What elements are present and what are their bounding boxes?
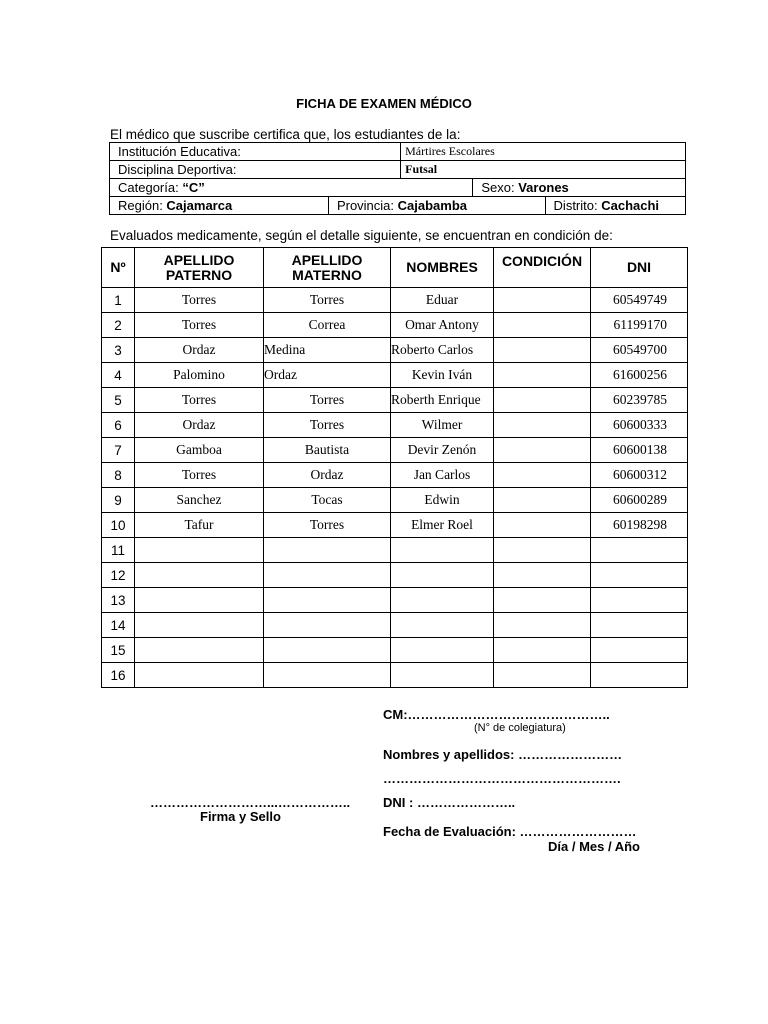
condicion-cell bbox=[494, 363, 591, 388]
fecha-evaluacion-field: Fecha de Evaluación: ……………………… bbox=[383, 824, 637, 839]
row-number-cell: 10 bbox=[102, 513, 135, 538]
institucion-value: Mártires Escolares bbox=[401, 143, 686, 161]
table-row bbox=[102, 463, 688, 488]
table-row bbox=[102, 338, 688, 363]
categoria-label: Categoría: bbox=[118, 180, 183, 195]
provincia-label: Provincia: bbox=[336, 198, 398, 213]
apellido-materno-cell: Ordaz bbox=[264, 463, 391, 488]
cm-note: (N° de colegiatura) bbox=[474, 722, 566, 734]
row-number-cell: 6 bbox=[102, 413, 135, 438]
dni-field: DNI : ………………….. bbox=[383, 795, 516, 810]
info-row-disciplina bbox=[110, 161, 686, 179]
row-number-cell: 15 bbox=[102, 638, 135, 663]
disciplina-label: Disciplina Deportiva: bbox=[110, 161, 401, 179]
condicion-cell bbox=[494, 438, 591, 463]
dni-cell bbox=[591, 563, 688, 588]
apellido-materno-cell: Correa bbox=[264, 313, 391, 338]
table-row bbox=[102, 613, 688, 638]
distrito-value: Cachachi bbox=[601, 198, 660, 213]
region-cell bbox=[110, 197, 329, 215]
dni-cell: 61600256 bbox=[591, 363, 688, 388]
apellido-materno-cell: Torres bbox=[264, 288, 391, 313]
provincia-value: Cajabamba bbox=[397, 198, 468, 213]
row-number-cell: 9 bbox=[102, 488, 135, 513]
table-row bbox=[102, 563, 688, 588]
row-number-cell: 16 bbox=[102, 663, 135, 688]
dni-cell bbox=[591, 588, 688, 613]
dni-cell: 60600289 bbox=[591, 488, 688, 513]
dni-cell: 60198298 bbox=[591, 513, 688, 538]
table-row bbox=[102, 413, 688, 438]
header-materno-line2: MATERNO bbox=[292, 266, 362, 283]
apellido-paterno-cell bbox=[135, 588, 264, 613]
fecha-format: Día / Mes / Año bbox=[548, 839, 640, 854]
row-number-cell: 11 bbox=[102, 538, 135, 563]
distrito-cell bbox=[545, 197, 685, 215]
institucion-label: Institución Educativa: bbox=[110, 143, 401, 161]
firma-line: ………………………...…………….. bbox=[150, 795, 351, 810]
dni-cell: 60600138 bbox=[591, 438, 688, 463]
nombres-cell: Eduar bbox=[391, 288, 494, 313]
condicion-cell bbox=[494, 338, 591, 363]
row-number-cell: 7 bbox=[102, 438, 135, 463]
region-label: Región: bbox=[118, 198, 167, 213]
sexo-value: Varones bbox=[518, 180, 569, 195]
nombres-cell bbox=[391, 663, 494, 688]
nombres-continuation-line: ………………………………………………. bbox=[383, 771, 621, 786]
apellido-paterno-cell: Tafur bbox=[135, 513, 264, 538]
apellido-materno-cell bbox=[264, 538, 391, 563]
row-number-cell: 8 bbox=[102, 463, 135, 488]
nombres-cell bbox=[391, 638, 494, 663]
header-materno-line1: APELLIDO bbox=[291, 251, 363, 268]
evaluation-intro-text: Evaluados medicamente, según el detalle siguiente, se encuentran en condición de: bbox=[110, 228, 613, 243]
nombres-cell bbox=[391, 563, 494, 588]
row-number-cell: 13 bbox=[102, 588, 135, 613]
dni-cell bbox=[591, 613, 688, 638]
apellido-paterno-cell: Torres bbox=[135, 288, 264, 313]
apellido-materno-cell: Tocas bbox=[264, 488, 391, 513]
dni-cell: 60600312 bbox=[591, 463, 688, 488]
condicion-cell bbox=[494, 413, 591, 438]
sexo-label: Sexo: bbox=[481, 180, 519, 195]
firma-label: Firma y Sello bbox=[200, 809, 281, 824]
apellido-materno-cell bbox=[264, 638, 391, 663]
nombres-cell: Elmer Roel bbox=[391, 513, 494, 538]
apellido-paterno-cell bbox=[135, 663, 264, 688]
document-title: FICHA DE EXAMEN MÉDICO bbox=[296, 96, 472, 111]
apellido-paterno-cell: Ordaz bbox=[135, 413, 264, 438]
table-row bbox=[102, 388, 688, 413]
row-number-cell: 1 bbox=[102, 288, 135, 313]
row-number-cell: 12 bbox=[102, 563, 135, 588]
apellido-paterno-cell: Palomino bbox=[135, 363, 264, 388]
apellido-materno-cell: Torres bbox=[264, 388, 391, 413]
dni-cell bbox=[591, 538, 688, 563]
condicion-cell bbox=[494, 388, 591, 413]
row-number-cell: 2 bbox=[102, 313, 135, 338]
apellido-materno-cell: Bautista bbox=[264, 438, 391, 463]
row-number-cell: 3 bbox=[102, 338, 135, 363]
cm-field: CM:……………………………………….. bbox=[383, 707, 610, 722]
apellido-paterno-cell: Sanchez bbox=[135, 488, 264, 513]
table-row bbox=[102, 438, 688, 463]
row-number-cell: 4 bbox=[102, 363, 135, 388]
distrito-label: Distrito: bbox=[553, 198, 602, 213]
table-row bbox=[102, 588, 688, 613]
apellido-materno-cell: Medina bbox=[264, 338, 391, 363]
dni-cell bbox=[591, 638, 688, 663]
apellido-paterno-cell bbox=[135, 563, 264, 588]
nombres-cell: Devir Zenón bbox=[391, 438, 494, 463]
intro-text: El médico que suscribe certifica que, los estudiantes de la: bbox=[110, 127, 461, 142]
condicion-cell bbox=[494, 663, 591, 688]
students-body bbox=[102, 288, 688, 688]
nombres-cell bbox=[391, 538, 494, 563]
info-row-institucion bbox=[110, 143, 686, 161]
table-row bbox=[102, 538, 688, 563]
apellido-paterno-cell: Ordaz bbox=[135, 338, 264, 363]
apellido-materno-cell: Torres bbox=[264, 413, 391, 438]
table-row bbox=[102, 663, 688, 688]
condicion-cell bbox=[494, 288, 591, 313]
apellido-materno-cell: Torres bbox=[264, 513, 391, 538]
students-header-row bbox=[102, 248, 688, 288]
nombres-cell: Edwin bbox=[391, 488, 494, 513]
sexo-cell bbox=[473, 179, 686, 197]
students-table bbox=[101, 247, 688, 688]
disciplina-value: Futsal bbox=[401, 161, 686, 179]
condicion-cell bbox=[494, 488, 591, 513]
dni-cell: 60239785 bbox=[591, 388, 688, 413]
nombres-cell: Jan Carlos bbox=[391, 463, 494, 488]
header-condicion: CONDICIÓN bbox=[494, 248, 591, 288]
condicion-cell bbox=[494, 513, 591, 538]
nombres-cell bbox=[391, 613, 494, 638]
header-paterno-line1: APELLIDO bbox=[163, 251, 235, 268]
nombres-cell bbox=[391, 588, 494, 613]
apellido-paterno-cell bbox=[135, 613, 264, 638]
table-row bbox=[102, 288, 688, 313]
condicion-cell bbox=[494, 638, 591, 663]
nombres-cell: Roberto Carlos bbox=[391, 338, 494, 363]
table-row bbox=[102, 313, 688, 338]
apellido-paterno-cell bbox=[135, 538, 264, 563]
dni-cell: 60549700 bbox=[591, 338, 688, 363]
apellido-paterno-cell bbox=[135, 638, 264, 663]
apellido-materno-cell bbox=[264, 663, 391, 688]
header-nombres: NOMBRES bbox=[391, 248, 494, 288]
condicion-cell bbox=[494, 613, 591, 638]
table-row bbox=[102, 363, 688, 388]
apellido-materno-cell: Ordaz bbox=[264, 363, 391, 388]
apellido-paterno-cell: Torres bbox=[135, 388, 264, 413]
provincia-cell bbox=[328, 197, 545, 215]
nombres-cell: Kevin Iván bbox=[391, 363, 494, 388]
region-value: Cajamarca bbox=[166, 198, 233, 213]
info-row-region bbox=[110, 197, 686, 215]
nombres-cell: Wilmer bbox=[391, 413, 494, 438]
nombres-cell: Roberth Enrique bbox=[391, 388, 494, 413]
header-paterno-line2: PATERNO bbox=[165, 266, 233, 283]
nombres-apellidos-field: Nombres y apellidos: …………………… bbox=[383, 747, 623, 762]
header-apellido-paterno bbox=[135, 248, 264, 288]
apellido-materno-cell bbox=[264, 588, 391, 613]
dni-cell: 60549749 bbox=[591, 288, 688, 313]
dni-cell: 60600333 bbox=[591, 413, 688, 438]
school-info-table bbox=[109, 142, 686, 215]
categoria-value: “C” bbox=[182, 180, 205, 195]
nombres-cell: Omar Antony bbox=[391, 313, 494, 338]
apellido-paterno-cell: Gamboa bbox=[135, 438, 264, 463]
header-num: Nº bbox=[102, 248, 135, 288]
header-apellido-materno bbox=[264, 248, 391, 288]
header-dni: DNI bbox=[591, 248, 688, 288]
apellido-paterno-cell: Torres bbox=[135, 313, 264, 338]
apellido-materno-cell bbox=[264, 613, 391, 638]
row-number-cell: 14 bbox=[102, 613, 135, 638]
categoria-cell bbox=[110, 179, 473, 197]
table-row bbox=[102, 488, 688, 513]
condicion-cell bbox=[494, 463, 591, 488]
table-row bbox=[102, 638, 688, 663]
apellido-paterno-cell: Torres bbox=[135, 463, 264, 488]
table-row bbox=[102, 513, 688, 538]
condicion-cell bbox=[494, 538, 591, 563]
info-row-categoria bbox=[110, 179, 686, 197]
row-number-cell: 5 bbox=[102, 388, 135, 413]
dni-cell bbox=[591, 663, 688, 688]
condicion-cell bbox=[494, 313, 591, 338]
condicion-cell bbox=[494, 563, 591, 588]
dni-cell: 61199170 bbox=[591, 313, 688, 338]
apellido-materno-cell bbox=[264, 563, 391, 588]
condicion-cell bbox=[494, 588, 591, 613]
